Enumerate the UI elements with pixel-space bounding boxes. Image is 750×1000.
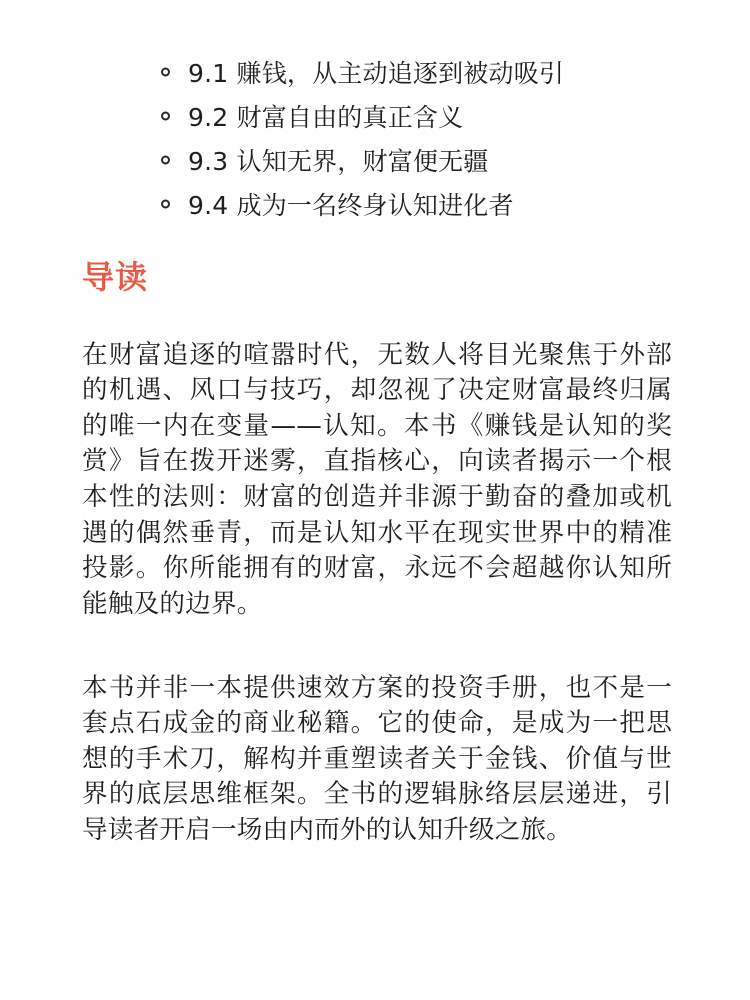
toc-item[interactable] [0,50,750,94]
toc-item-label: 9.3 认知无界，财富便无疆 [188,147,489,176]
toc-item-label: 9.2 财富自由的真正含义 [188,103,464,132]
toc-item[interactable] [0,182,750,226]
hollow-circle-bullet-icon [161,200,170,209]
section-heading: 导读 [82,258,149,296]
hollow-circle-bullet-icon [161,156,170,165]
toc-item-label: 9.4 成为一名终身认知进化者 [188,191,514,220]
hollow-circle-bullet-icon [161,112,170,121]
hollow-circle-bullet-icon [161,68,170,77]
body-paragraph: 本书并非一本提供速效方案的投资手册，也不是一套点石成金的商业秘籍。它的使命，是成为一把思想的手术刀，解构并重塑读者关于金钱、价值与世界的底层思维框架。全书的逻辑脉络层层递进，引导读者开启一场由内而外的认知升级之旅。 [82,672,672,845]
toc-item[interactable] [0,94,750,138]
toc-item-label: 9.1 赚钱，从主动追逐到被动吸引 [188,59,565,88]
toc-item[interactable] [0,138,750,182]
table-of-contents-list [0,50,750,226]
body-paragraph: 在财富追逐的喧嚣时代，无数人将目光聚焦于外部的机遇、风口与技巧，却忽视了决定财富最终归属的唯一内在变量——认知。本书《赚钱是认知的奖赏》旨在拨开迷雾，直指核心，向读者揭示一个根本性的法则：财富的创造并非源于勤奋的叠加或机遇的偶然垂青，而是认知水平在现实世界中的精准投影。你所能拥有的财富，永远不会超越你认知所能触及的边界。 [82,339,672,619]
